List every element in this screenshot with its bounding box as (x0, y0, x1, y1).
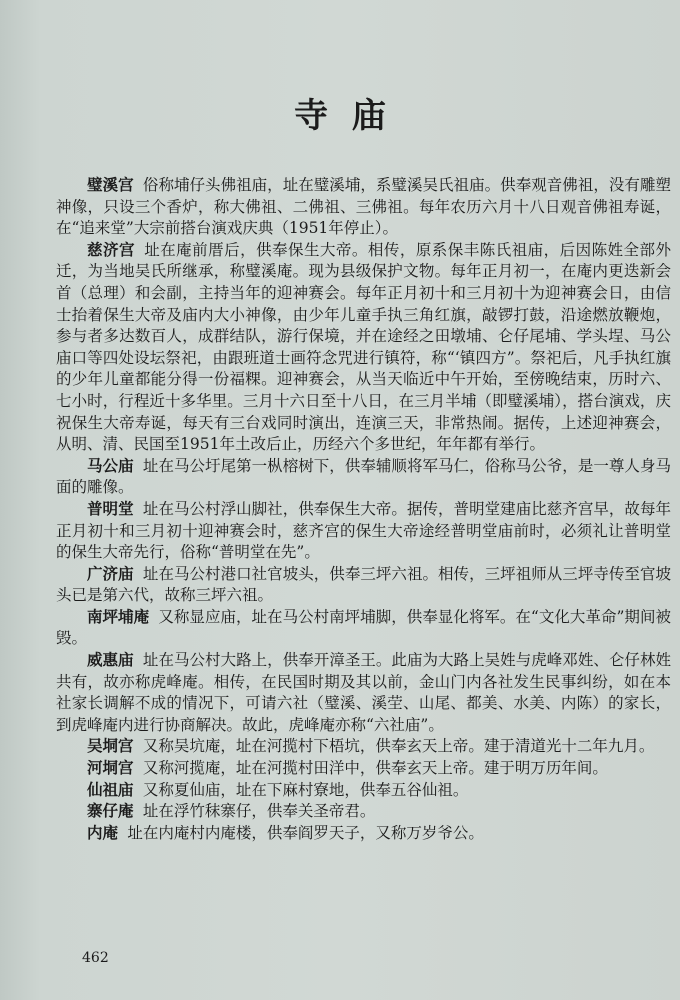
entry-name: 河垌宫 (87, 759, 134, 778)
entry-nei-an (56, 823, 671, 845)
entry-weihui-miao (56, 650, 671, 736)
entry-text: 又称吴坑庵，址在河揽村下梧坑，供奉玄天上帝。建于清道光十二年九月。 (142, 737, 655, 756)
entry-text: 址在庵前厝后，供奉保生大帝。相传，原系保丰陈氏祖庙，后因陈姓全部外迁，为当地吴氏所继承，称璧溪庵。现为县级保护文物。每年正月初一，在庵内更迭新会首（总理）和会副，主持当年的迎神赛会。每年正月初十和三月初十为迎神赛会日，由信士抬着保生大帝及庙内大小神像，由少年儿童手执三角红旗，敲锣打鼓，沿途燃放鞭炮，参与者多达数百人，成群结队，游行保境，并在途经之田墩埔、仑仔尾埔、学头埕、马公庙口等四处设坛祭祀，由跟班道士画符念咒进行镇符，称“‘镇四方”。祭祀后，凡手执红旗的少年儿童都能分得一份福粿。迎神赛会，从当天临近中午开始，至傍晚结束，历时六、七小时，行程近十多华里。三月十六日至十八日，在三月半埔（即璧溪埔），搭台演戏，庆祝保生大帝寿诞，每天有三台戏同时演出，连演三天，非常热闹。据传，上述迎神赛会，从明、清、民国至1951年土改后止，历经六个多世纪，年年都有举行。 (56, 240, 671, 454)
entry-name: 吴垌宫 (87, 737, 134, 756)
page-title: 寺庙 (294, 96, 410, 136)
entry-text: 址在马公村浮山脚社，供奉保生大帝。据传，普明堂建庙比慈齐宫早，故每年正月初十和三月初十迎神赛会时，慈齐宫的保生大帝途经普明堂庙前时，必须礼让普明堂的保生大帝先行，俗称“普明堂在先”。 (56, 499, 671, 562)
entry-puming-tang (56, 499, 671, 564)
page-number: 462 (82, 950, 109, 966)
entry-magong-miao (56, 456, 671, 499)
entry-nanpingpu-an (56, 607, 671, 650)
entry-text: 址在内庵村内庵楼，供奉阎罗天子，又称万岁爷公。 (127, 823, 484, 842)
entry-name: 威惠庙 (87, 651, 134, 670)
entry-zhaizai-an (56, 801, 671, 823)
entry-name: 广济庙 (87, 564, 134, 583)
entry-bixi-gong (56, 175, 671, 240)
entry-text: 址在马公村大路上，供奉开漳圣王。此庙为大路上吴姓与虎峰邓姓、仑仔林姓共有，故亦称虎峰庵。相传，在民国时期及其以前，金山门内各社发生民事纠纷，如在本社家长调解不成的情况下，可请六社（璧溪、溪茔、山尾、都美、水美、内陈）的家长，到虎峰庵内进行协商解决。故此，虎峰庵亦称“六社庙”。 (56, 651, 671, 734)
entry-xianzu-miao (56, 780, 671, 802)
entry-name: 慈济宫 (87, 240, 135, 259)
entry-text: 又称河揽庵，址在河揽村田洋中，供奉玄天上帝。建于明万历年间。 (142, 759, 608, 778)
entry-text: 址在浮竹秣寨仔，供奉关圣帝君。 (142, 802, 376, 821)
entry-name: 璧溪宫 (87, 176, 134, 194)
entry-text: 址在马公村港口社官坡头，供奉三坪六祖。相传，三坪祖师从三坪寺传至官坡头已是第六代，故称三坪六祖。 (56, 564, 671, 605)
entry-ciji-gong (56, 240, 671, 456)
entry-text: 又称夏仙庙，址在下麻村寮地，供奉五谷仙祖。 (142, 780, 469, 799)
entry-name: 仙祖庙 (87, 780, 134, 799)
entry-text: 又称显应庙，址在马公村南坪埔脚，供奉显化将军。在“文化大革命”期间被毁。 (56, 607, 671, 648)
entry-text: 俗称埔仔头佛祖庙，址在璧溪埔，系璧溪吴氏祖庙。供奉观音佛祖，没有雕塑神像，只设三个香炉，称大佛祖、二佛祖、三佛祖。每年农历六月十八日观音佛祖寿诞，在“追来堂”大宗前搭台演戏庆典（1951年停止）。 (56, 176, 671, 238)
entry-name: 内庵 (87, 823, 119, 842)
entry-list (56, 175, 671, 844)
entry-wutong-gong (56, 736, 671, 758)
entry-hetong-gong (56, 758, 671, 780)
entry-name: 寨仔庵 (87, 802, 134, 821)
entry-text: 址在马公圩尾第一枞榕树下，供奉辅顺将军马仁，俗称马公爷，是一尊人身马面的雕像。 (56, 456, 671, 497)
entry-name: 马公庙 (87, 456, 134, 475)
entry-guangji-miao (56, 564, 671, 607)
entry-name: 普明堂 (87, 499, 134, 518)
entry-name: 南坪埔庵 (87, 607, 150, 626)
